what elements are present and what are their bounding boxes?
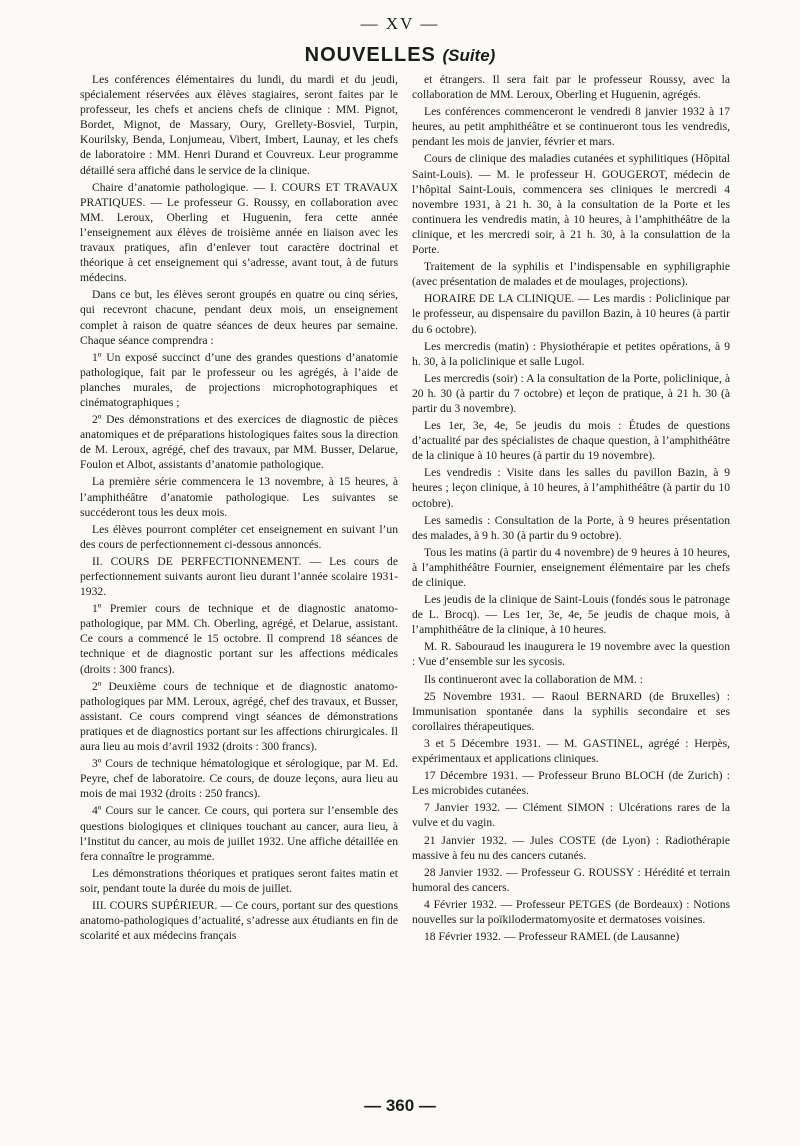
paragraph: La première série commencera le 13 novembre, à 15 heures, à l’amphithéâtre d’anatomie pathologique. Les suivantes se succéderont tous les deux mois. [80, 475, 398, 519]
paragraph: Les conférences commenceront le vendredi 8 janvier 1932 à 17 heures, au petit amphithéâtre et se continueront tous les vendredis, pendant les mois de janvier, février et mars. [412, 105, 730, 149]
paragraph: Les jeudis de la clinique de Saint-Louis (fondés sous le patronage de L. Brocq). — Les 1er, 3e, 4e, 5e jeudis de chaque mois, à l’amphithéâtre de la clinique, à 10 heures. [412, 593, 730, 637]
paragraph: Ils continueront avec la collaboration de MM. : [424, 672, 643, 686]
paragraph: Les mercredis (matin) : Physiothérapie et petites opérations, à 9 h. 30, à la policlinique et salle Lugol. [412, 339, 730, 368]
paragraph: 25 Novembre 1931. — Raoul BERNARD (de Bruxelles) : Immunisation spontanée dans la syphilis secondaire et ses corollaires thérapeutiques. [412, 689, 730, 733]
paragraph: 2º Des démonstrations et des exercices de diagnostic de pièces anatomiques et de préparations histologiques faites sous la direction de M. Leroux, agrégé, chef des travaux, par MM. Busser, Delarue, Foulon et Albot, assistants d’anatomie pathologique. [80, 413, 398, 472]
paragraph: 2º Deuxième cours de technique et de diagnostic anatomo-pathologiques par MM. Leroux, agrégé, chef des travaux, et Busser, assistant. Ce cours comprend vingt séances de démonstrations pratiques et de diagnostics portant sur les affections chirurgicales. Il aura lieu au mois d’avril 1932 (droits : 300 francs). [80, 679, 398, 754]
paragraph: Dans ce but, les élèves seront groupés en quatre ou cinq séries, qui recevront chacune, pendant deux mois, un enseignement complet à raison de quatre séances de deux heures par semaine. Chaque séance comprendra : [80, 288, 398, 347]
paragraph: 1º Premier cours de technique et de diagnostic anatomo-pathologique, par MM. Ch. Oberling, agrégé, et Delarue, assistant. Ce cours a commencé le 15 octobre. Il comprend 18 séances de technique et de diagnostic portant sur les affections médicales (droits : 300 francs). [80, 602, 398, 676]
roman-page-number: — XV — [360, 14, 440, 33]
paragraph: 18 Février 1932. — Professeur RAMEL (de Lausanne) [424, 930, 680, 944]
paragraph: M. R. Sabouraud les inaugurera le 19 novembre avec la question : Vue d’ensemble sur les sycosis. [412, 640, 730, 669]
paragraph: 1º Un exposé succinct d’une des grandes questions d’anatomie pathologique, fait par le professeur ou les agrégés, à l’aide de planches murales, de projections microphotographiques et cinématographiques ; [80, 350, 398, 409]
paragraph: Les 1er, 3e, 4e, 5e jeudis du mois : Études de questions d’actualité par des spécialistes de chaque question, à l’amphithéâtre de la clinique à 10 heures (à partir du 19 novembre). [412, 419, 730, 463]
paragraph: 17 Décembre 1931. — Professeur Bruno BLOCH (de Zurich) : Les microbides cutanées. [412, 769, 730, 798]
paragraph: Tous les matins (à partir du 4 novembre) de 9 heures à 10 heures, à l’amphithéâtre Fournier, enseignement élémentaire par les chefs de clinique. [412, 545, 730, 589]
page-number: — 360 — [364, 1096, 436, 1115]
page-title [0, 44, 800, 67]
paragraph: III. COURS SUPÉRIEUR. — Ce cours, portant sur des questions anatomo-pathologiques d’actualité, s’adresse aux étudiants en fin de scolarité et aux médecins français [80, 898, 398, 943]
left-column [80, 72, 398, 945]
paragraph: II. COURS DE PERFECTIONNEMENT. — Les cours de perfectionnement suivants auront lieu durant l’année scolaire 1931-1932. [80, 554, 398, 599]
paragraph: Les vendredis : Visite dans les salles du pavillon Bazin, à 9 heures ; leçon clinique, à 10 heures, à l’amphithéâtre (à partir du 10 octobre). [412, 466, 730, 510]
title-text: NOUVELLES [304, 44, 436, 66]
paragraph: et étrangers. Il sera fait par le professeur Roussy, avec la collaboration de MM. Leroux, Oberling et Huguenin, agrégés. [412, 73, 730, 102]
paragraph: Les démonstrations théoriques et pratiques seront faites matin et soir, pendant toute la durée du mois de juillet. [80, 866, 398, 895]
title-suffix: (Suite) [442, 46, 496, 65]
paragraph: 21 Janvier 1932. — Jules COSTE (de Lyon) : Radiothérapie massive à feu nu des cancers cutanés. [412, 833, 730, 862]
paragraph: Traitement de la syphilis et l’indispensable en syphiligraphie (avec présentation de malades et de moulages, projections). [412, 260, 730, 289]
paragraph: HORAIRE DE LA CLINIQUE. — Les mardis : Policlinique par le professeur, au dispensaire du pavillon Bazin, à 10 heures (à partir du 6 octobre). [412, 292, 730, 336]
paragraph: 4 Février 1932. — Professeur PETGES (de Bordeaux) : Notions nouvelles sur la poïkilodermatomyosite et dermatoses voisines. [412, 897, 730, 926]
paragraph: Chaire d’anatomie pathologique. — I. COURS ET TRAVAUX PRATIQUES. — Le professeur G. Roussy, en collaboration avec MM. Leroux, Oberling et Huguenin, fera cette année l’enseignement aux élèves de troisième année en liaison avec les travaux pratiques, afin d’enlever tout caractère doctrinal et théorique à cet enseignement qui s’adresse, avant tout, à de futurs médecins. [80, 180, 398, 285]
paragraph: Les samedis : Consultation de la Porte, à 9 heures présentation des malades, à 9 h. 30 (à partir du 9 octobre). [412, 513, 730, 542]
paragraph: Cours de clinique des maladies cutanées et syphilitiques (Hôpital Saint-Louis). — M. le professeur H. GOUGEROT, médecin de l’hôpital Saint-Louis, commencera ses cliniques le mercredi 4 novembre 1931, à 21 h. 30, à la consultation de la Porte et les continuera les vendredis matin, à 10 heures, à l’amphithéâtre de la clinique, et les mercredi soir, à 21 h. 30, à la consulattion de la Porte. [412, 152, 730, 257]
right-column [412, 72, 730, 946]
paragraph: Les mercredis (soir) : A la consultation de la Porte, policlinique, à 20 h. 30 (à partir du 7 octobre) et leçon de pratique, à 21 h. 30 (à partir du 3 novembre). [412, 371, 730, 415]
paragraph: 7 Janvier 1932. — Clément SIMON : Ulcérations rares de la vulve et du vagin. [412, 801, 730, 830]
paragraph: 4º Cours sur le cancer. Ce cours, qui portera sur l’ensemble des questions biologiques et cliniques touchant au cancer, aura lieu, à l’Institut du cancer, au mois de juillet 1932. Une affiche détaillée en fera connaître le programme. [80, 804, 398, 863]
paragraph: 3º Cours de technique hématologique et sérologique, par M. Ed. Peyre, chef de laboratoire. Ce cours, de douze leçons, aura lieu au mois de mai 1932 (droits : 250 francs). [80, 757, 398, 801]
paragraph: Les élèves pourront compléter cet enseignement en suivant l’un des cours de perfectionnement ci-dessous annoncés. [80, 522, 398, 551]
paragraph: 3 et 5 Décembre 1931. — M. GASTINEL, agrégé : Herpès, expérimentaux et applications cliniques. [412, 736, 730, 766]
paragraph: 28 Janvier 1932. — Professeur G. ROUSSY : Hérédité et terrain humoral des cancers. [412, 865, 730, 894]
paragraph: Les conférences élémentaires du lundi, du mardi et du jeudi, spécialement réservées aux élèves stagiaires, seront faites par le professeur, les chefs et anciens chefs de clinique : MM. Pignot, Bordet, Mignot, de Massary, Oury, Grellety-Bosviel, Turpin, Kourilsky, Benda, Lonjumeau, Vibert, Imbert, Launay, et les chefs de laboratoire : MM. Henri Durand et Couvreux. Leur programme détaillé sera affiché dans le service de la clinique. [80, 73, 398, 177]
